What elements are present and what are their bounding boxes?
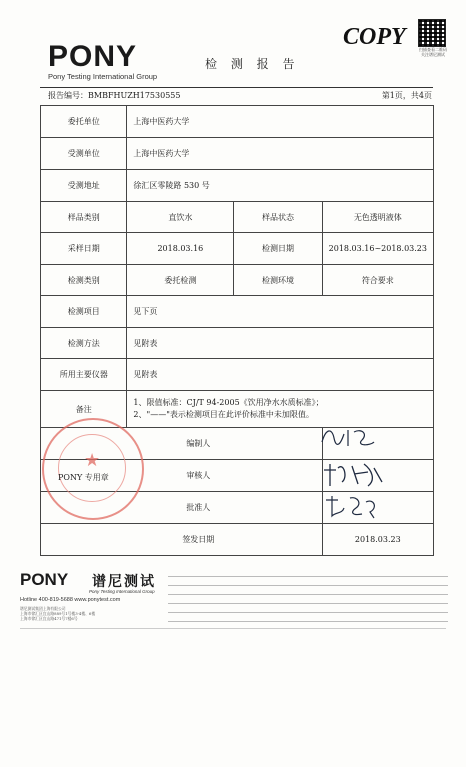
contact-line: [168, 576, 448, 577]
table-row: [41, 524, 434, 556]
footer-company-name: 谱尼测试: [92, 574, 156, 590]
remarks-label: 备注: [41, 391, 127, 428]
contact-line: [168, 612, 448, 613]
approver-label: 批准人: [41, 492, 323, 524]
report-number: 报告编号：BMBFHUZH17530555: [48, 91, 181, 100]
compiler-signature: [318, 424, 378, 450]
table-row: [41, 138, 434, 170]
table-row: [41, 359, 434, 391]
contact-line: [168, 585, 448, 586]
footer-contact-grid: [168, 572, 458, 632]
reviewer-label: 审核人: [41, 460, 323, 492]
footer-logo: PONY: [20, 570, 69, 589]
remark-line: 1、限值标准：CJ/T 94-2005《饮用净水水质标准》；: [133, 398, 324, 407]
compiler-label: 编制人: [41, 428, 323, 460]
table-row: [41, 202, 434, 233]
instruments-value: 见附表: [127, 359, 434, 391]
client-value: 上海中医药大学: [127, 106, 434, 138]
sample-state-label: 样品状态: [234, 202, 322, 233]
qr-caption-line: 关注谱尼测试: [421, 52, 445, 57]
address-value: 徐汇区零陵路 530 号: [127, 170, 434, 202]
footer-address: [20, 606, 95, 621]
instruments-label: 所用主要仪器: [41, 359, 127, 391]
address-line: 上海市徐汇区宜山路889号1号楼3-4楼、6楼: [20, 611, 96, 616]
issue-date-label: 签发日期: [41, 524, 323, 556]
test-type-value: 委托检测: [127, 265, 234, 296]
method-label: 检测方法: [41, 328, 127, 359]
pony-logo: PONY: [48, 40, 138, 73]
copy-mark: COPY: [343, 24, 406, 50]
table-row: [41, 265, 434, 296]
table-row: [41, 170, 434, 202]
approver-signature: [322, 492, 382, 520]
contact-line: [168, 621, 448, 622]
header-divider: [40, 87, 433, 88]
seal-label: PONY 专用章: [58, 473, 109, 482]
method-value: 见附表: [127, 328, 434, 359]
remark-line: 2、"——"表示检测项目在此评价标准中未加限值。: [133, 410, 314, 419]
sampling-date-label: 采样日期: [41, 233, 127, 265]
footer-divider: [20, 628, 446, 629]
inspected-label: 受测单位: [41, 138, 127, 170]
qr-caption: [416, 47, 450, 57]
table-row: [41, 296, 434, 328]
sample-type-label: 样品类别: [41, 202, 127, 233]
test-date-label: 检测日期: [234, 233, 322, 265]
seal-star-icon: ★: [84, 450, 101, 471]
address-label: 受测地址: [41, 170, 127, 202]
address-line: 谱尼测试集团上海有限公司: [20, 606, 66, 611]
qr-caption-line: 扫描查看二维码: [419, 47, 447, 52]
issue-date-value: 2018.03.23: [322, 524, 433, 556]
environment-label: 检测环境: [234, 265, 322, 296]
address-line: 上海市徐汇区宜山路471号7楼6号: [20, 616, 78, 621]
official-seal: [42, 418, 144, 520]
environment-value: 符合要求: [322, 265, 433, 296]
page-number: 第1页，共4页: [381, 91, 432, 100]
reviewer-signature: [318, 460, 388, 490]
qr-code-icon: [418, 19, 446, 47]
client-label: 委托单位: [41, 106, 127, 138]
test-type-label: 检测类别: [41, 265, 127, 296]
logo-subtitle: Pony Testing International Group: [48, 72, 158, 81]
contact-line: [168, 594, 448, 595]
sample-state-value: 无色透明液体: [322, 202, 433, 233]
sample-type-value: 直饮水: [127, 202, 234, 233]
items-value: 见下页: [127, 296, 434, 328]
sampling-date-value: 2018.03.16: [127, 233, 234, 265]
table-row: [41, 328, 434, 359]
table-row: [41, 233, 434, 265]
remarks-value: [127, 391, 434, 428]
test-date-value: 2018.03.16~2018.03.23: [322, 233, 433, 265]
items-label: 检测项目: [41, 296, 127, 328]
document-title: 检 测 报 告: [205, 57, 300, 71]
footer-subtitle: Pony Testing International Group: [89, 589, 155, 594]
inspected-value: 上海中医药大学: [127, 138, 434, 170]
contact-line: [168, 603, 448, 604]
table-row: [41, 106, 434, 138]
footer-hotline: Hotline 400-819-5688 www.ponytest.com: [20, 597, 121, 603]
